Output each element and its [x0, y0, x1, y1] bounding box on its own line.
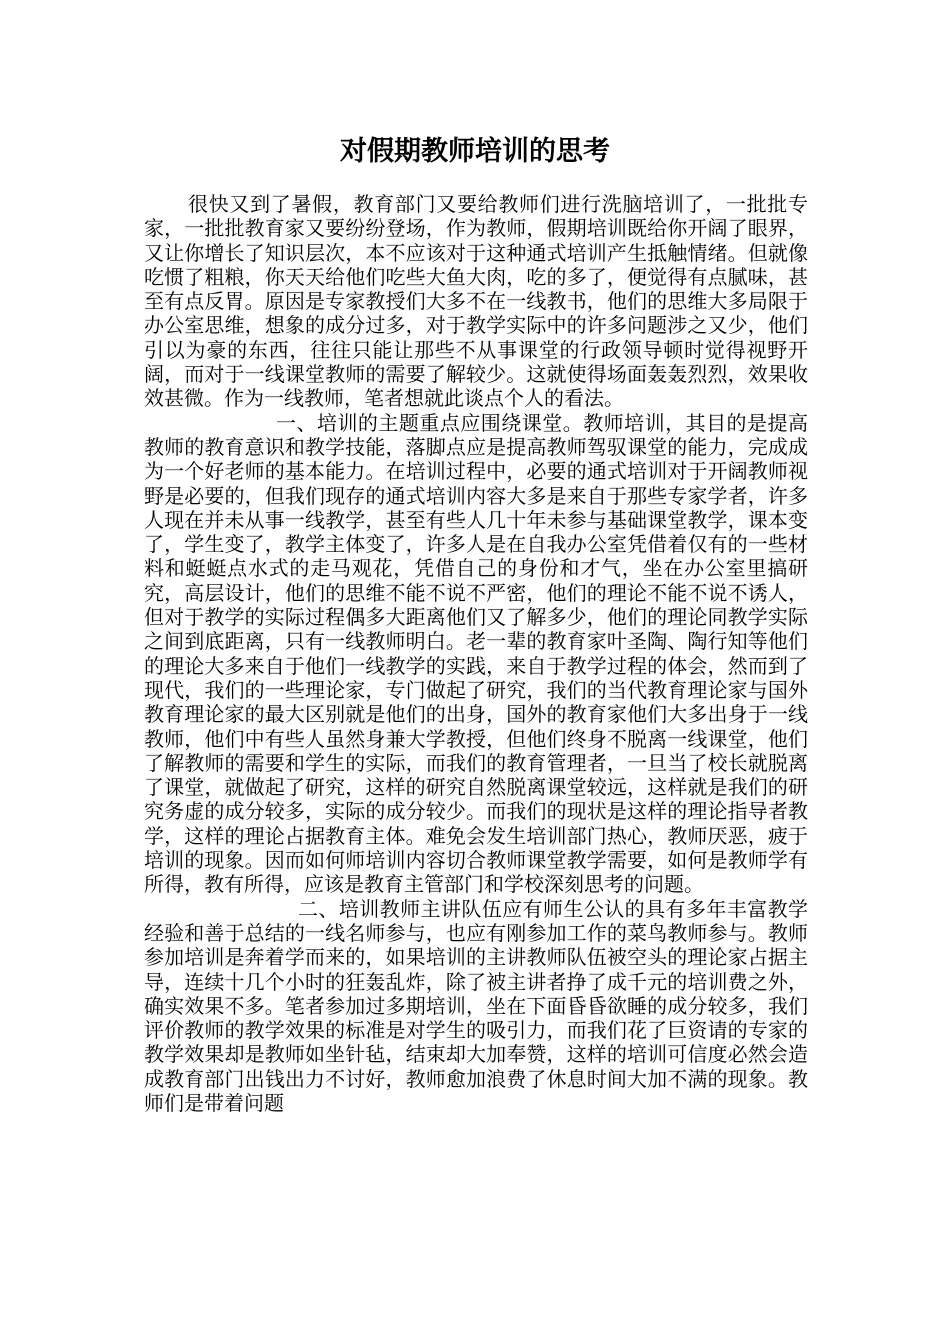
- paragraph-section-one: 一、培训的主题重点应围绕课堂。教师培训，其目的是提高教师的教育意识和教学技能，落脚点应是提高教师驾驭课堂的能力，完成成为一个好老师的基本能力。在培训过程中，必要的通式培训对于开阔教师视野是必要的，但我们现存的通式培训内容大多是来自于那些专家学者，许多人现在并未从事一线教学，甚至有些人几十年未参与基础课堂教学，课本变了，学生变了，教学主体变了，许多人是在自我办公室凭借着仅有的一些材料和蜓蜓点水式的走马观花，凭借自己的身份和才气，坐在办公室里搞研究，高层设计，他们的思维不能不说不严密，他们的理论不能不说不诱人，但对于教学的实际过程偶多大距离他们又了解多少，他们的理论同教学实际之间到底距离，只有一线教师明白。老一辈的教育家叶圣陶、陶行知等他们的理论大多来自于他们一线教学的实践，来自于教学过程的体会，然而到了现代，我们的一些理论家，专门做起了研究，我们的当代教育理论家与国外教育理论家的最大区别就是他们的出身，国外的教育家他们大多出身于一线教师，他们中有些人虽然身兼大学教授，但他们终身不脱离一线课堂，他们了解教师的需要和学生的实际，而我们的教育管理者，一旦当了校长就脱离了课堂，就做起了研究，这样的研究自然脱离课堂较远，这样就是我们的研究务虚的成分较多，实际的成分较少。而我们的现状是这样的理论指导者教学，这样的理论占据教育主体。难免会发生培训部门热心，教师厌恶，疲于培训的现象。因而如何师培训内容切合教师课堂教学需要，如何是教师学有所得，教有所得，应该是教育主管部门和学校深刻思考的问题。: [144, 410, 808, 897]
- document-title: 对假期教师培训的思考: [340, 136, 610, 167]
- paragraph-section-two: 二、培训教师主讲队伍应有师生公认的具有多年丰富教学经验和善于总结的一线名师参与，也应有刚参加工作的菜鸟教师参与。教师参加培训是奔着学而来的，如果培训的主讲教师队伍被空头的理论家占据主导，连续十几个小时的狂轰乱炸，除了被主讲者挣了成千元的培训费之外，确实效果不多。笔者参加过多期培训，坐在下面昏昏欲睡的成分较多，我们评价教师的教学效果的标准是对学生的吸引力，而我们花了巨资请的专家的教学效果却是教师如坐针毡，结束却大加奉赞，这样的培训可信度必然会造成教育部门出钱出力不讨好，教师愈加浪费了休息时间大加不满的现象。教师们是带着问题: [144, 896, 808, 1115]
- paragraph-intro: 很快又到了暑假，教育部门又要给教师们进行洗脑培训了，一批批专家，一批批教育家又要纷纷登场，作为教师，假期培训既给你开阔了眼界，又让你增长了知识层次，本不应该对于这种通式培训产生抵触情绪。但就像吃惯了粗粮，你天天给他们吃些大鱼大肉，吃的多了，便觉得有点腻味，甚至有点反胃。原因是专家教授们大多不在一线教书，他们的思维大多局限于办公室思维，想象的成分过多，对于教学实际中的许多问题涉之又少，他们引以为豪的东西，往往只能让那些不从事课堂的行政领导顿时觉得视野开阔，而对于一线课堂教师的需要了解较少。这就使得场面轰轰烈烈，效果收效甚微。作为一线教师，笔者想就此谈点个人的看法。: [144, 192, 808, 411]
- document-body: [144, 192, 808, 1115]
